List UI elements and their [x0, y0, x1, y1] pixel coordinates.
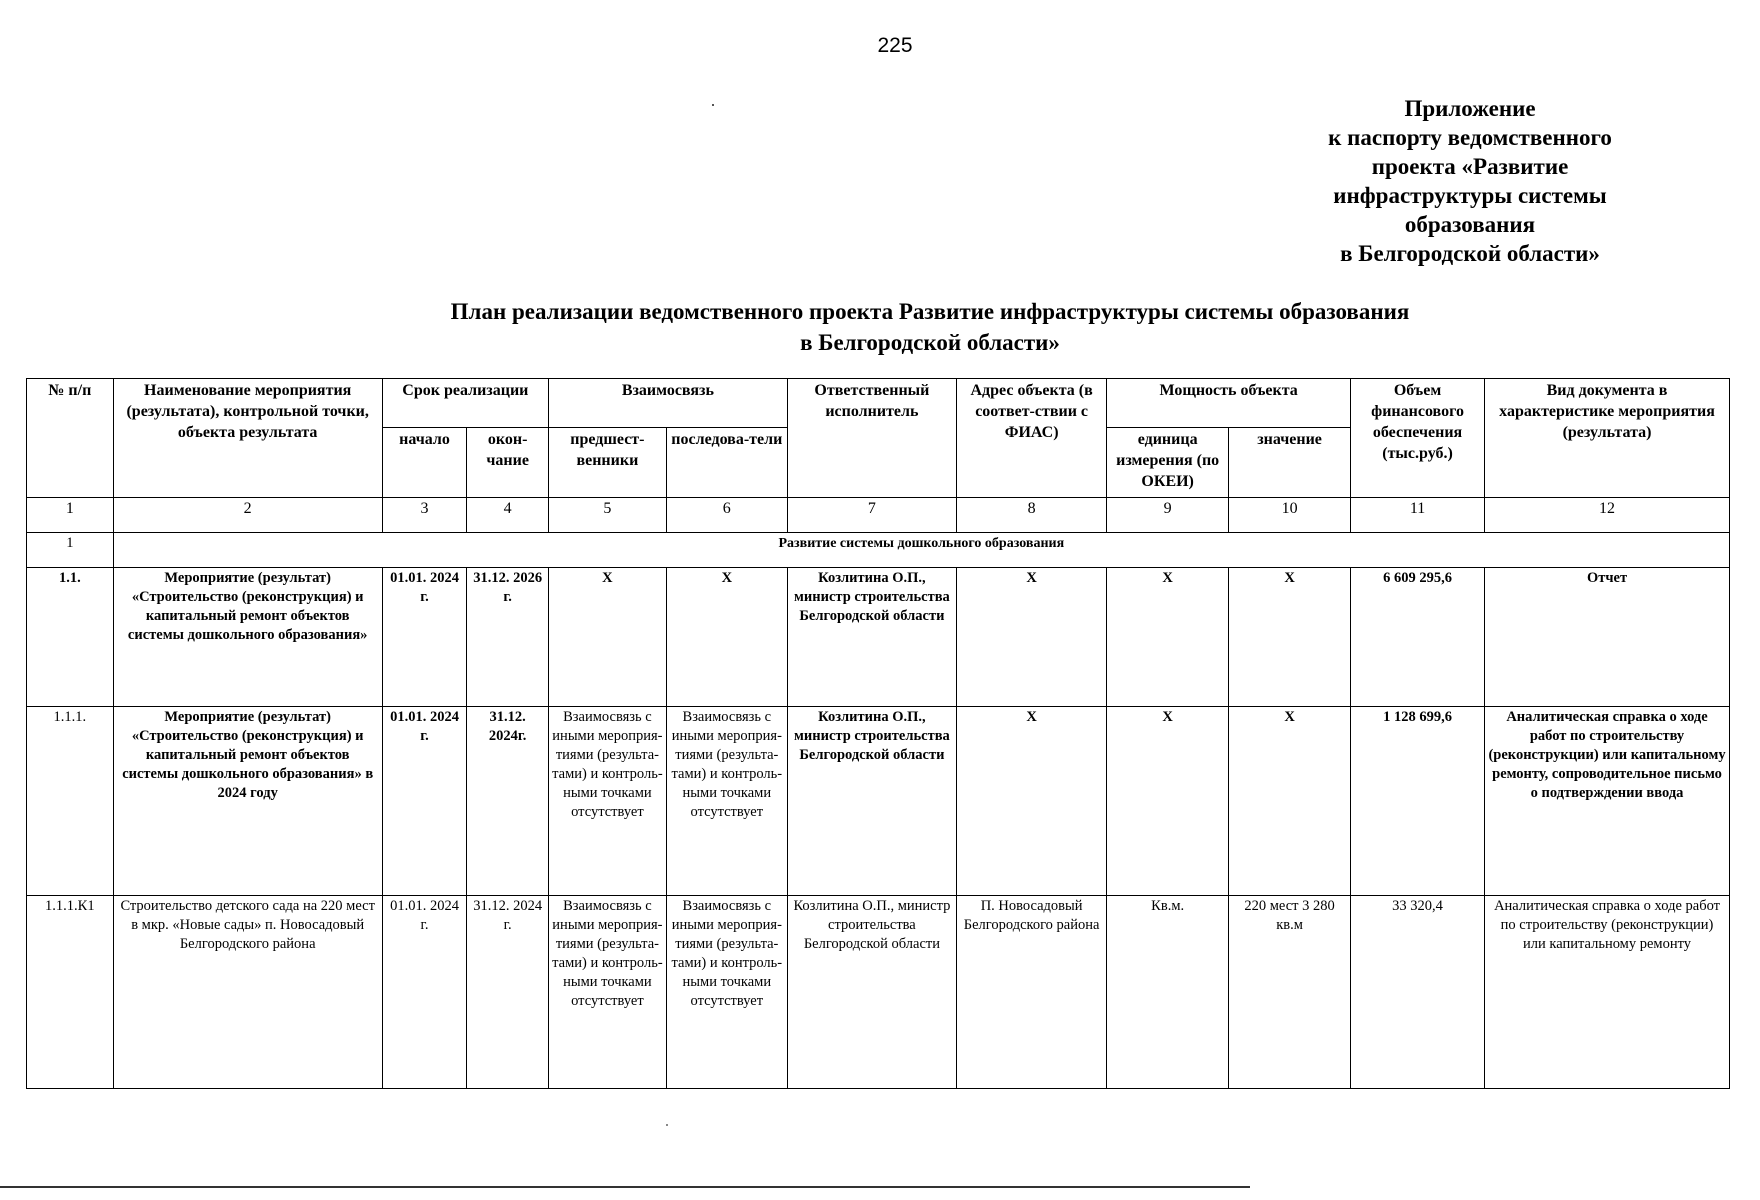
row-start: 01.01. 2024 г. — [382, 707, 467, 896]
column-number: 3 — [382, 498, 467, 533]
header-name: Наименование мероприятия (результата), контрольной точки, объекта результата — [113, 379, 382, 498]
footer-rule — [0, 1186, 1250, 1188]
column-number: 7 — [787, 498, 956, 533]
row-end: 31.12. 2026 г. — [467, 568, 549, 707]
row-predecessors: Х — [548, 568, 666, 707]
table-row — [27, 896, 1730, 1089]
row-address: Х — [957, 707, 1107, 896]
header-funding: Объем финансового обеспечения (тыс.руб.) — [1351, 379, 1485, 498]
header-term-start: начало — [382, 428, 467, 498]
column-number: 11 — [1351, 498, 1485, 533]
row-start: 01.01. 2024 г. — [382, 896, 467, 1089]
header-term-end: окон-чание — [467, 428, 549, 498]
header-value: значение — [1229, 428, 1351, 498]
header-num: № п/п — [27, 379, 114, 498]
row-address: П. Новосадовый Белгородского района — [957, 896, 1107, 1089]
row-doc-type: Отчет — [1485, 568, 1730, 707]
scan-speck — [712, 104, 714, 106]
row-start: 01.01. 2024 г. — [382, 568, 467, 707]
row-num: 1.1.1. — [27, 707, 114, 896]
header-relation: Взаимосвязь — [548, 379, 787, 428]
appendix-line: инфраструктуры системы — [1333, 183, 1607, 208]
column-number: 9 — [1107, 498, 1229, 533]
column-number: 4 — [467, 498, 549, 533]
header-successors: последова-тели — [666, 428, 787, 498]
header-address: Адрес объекта (в соответ-ствии с ФИАС) — [957, 379, 1107, 498]
row-unit: Х — [1107, 707, 1229, 896]
row-doc-type: Аналитическая справка о ходе работ по строительству (реконструкции) или капитальному ремонту — [1485, 896, 1730, 1089]
row-funding: 33 320,4 — [1351, 896, 1485, 1089]
row-doc-type: Аналитическая справка о ходе работ по строительству (реконструкции) или капитальному ремонту, сопроводительное письмо о подтверждении ввода — [1485, 707, 1730, 896]
row-predecessors: Взаимосвязь с иными мероприя-тиями (результа-тами) и контроль-ными точками отсутствует — [548, 896, 666, 1089]
appendix-line: проекта «Развитие — [1371, 154, 1569, 179]
table-row — [27, 568, 1730, 707]
appendix-line: Приложение — [1404, 96, 1536, 121]
appendix-heading — [1280, 94, 1660, 268]
row-num: 1.1.1.К1 — [27, 896, 114, 1089]
row-successors: Взаимосвязь с иными мероприя-тиями (результа-тами) и контроль-ными точками отсутствует — [666, 896, 787, 1089]
page-number: 225 — [877, 34, 913, 57]
row-num: 1.1. — [27, 568, 114, 707]
row-predecessors: Взаимосвязь с иными мероприя-тиями (результа-тами) и контроль-ными точками отсутствует — [548, 707, 666, 896]
row-unit: Х — [1107, 568, 1229, 707]
header-responsible: Ответственный исполнитель — [787, 379, 956, 498]
plan-title — [300, 296, 1560, 358]
row-unit: Кв.м. — [1107, 896, 1229, 1089]
row-value: Х — [1229, 707, 1351, 896]
row-responsible: Козлитина О.П., министр строительства Белгородской области — [787, 568, 956, 707]
plan-title-line-1: План реализации ведомственного проекта Развитие инфраструктуры системы образования — [450, 299, 1410, 324]
appendix-line: в Белгородской области» — [1340, 241, 1600, 266]
implementation-plan-table — [26, 378, 1730, 1089]
row-value: 220 мест 3 280 кв.м — [1229, 896, 1351, 1089]
row-address: Х — [957, 568, 1107, 707]
row-name: Строительство детского сада на 220 мест в мкр. «Новые сады» п. Новосадовый Белгородского района — [113, 896, 382, 1089]
row-responsible: Козлитина О.П., министр строительства Белгородской области — [787, 707, 956, 896]
header-capacity: Мощность объекта — [1107, 379, 1351, 428]
header-doc-type: Вид документа в характеристике мероприятия (результата) — [1485, 379, 1730, 498]
column-number: 6 — [666, 498, 787, 533]
row-value: Х — [1229, 568, 1351, 707]
column-number: 2 — [113, 498, 382, 533]
header-term: Срок реализации — [382, 379, 548, 428]
column-number: 12 — [1485, 498, 1730, 533]
row-funding: 1 128 699,6 — [1351, 707, 1485, 896]
table-row — [27, 707, 1730, 896]
row-end: 31.12. 2024 г. — [467, 896, 549, 1089]
plan-title-line-2: в Белгородской области» — [800, 330, 1060, 355]
row-name: Мероприятие (результат) «Строительство (реконструкция) и капитальный ремонт объектов системы дошкольного образования» в 2024 году — [113, 707, 382, 896]
column-number: 10 — [1229, 498, 1351, 533]
row-responsible: Козлитина О.П., министр строительства Белгородской области — [787, 896, 956, 1089]
header-predecessors: предшест-венники — [548, 428, 666, 498]
scan-speck — [666, 1124, 668, 1126]
column-number: 1 — [27, 498, 114, 533]
column-number: 5 — [548, 498, 666, 533]
row-successors: Взаимосвязь с иными мероприя-тиями (результа-тами) и контроль-ными точками отсутствует — [666, 707, 787, 896]
section-row — [27, 533, 1730, 568]
row-name: Мероприятие (результат) «Строительство (реконструкция) и капитальный ремонт объектов системы дошкольного образования» — [113, 568, 382, 707]
section-title: Развитие системы дошкольного образования — [113, 533, 1729, 568]
row-successors: Х — [666, 568, 787, 707]
appendix-line: к паспорту ведомственного — [1328, 125, 1612, 150]
section-num: 1 — [27, 533, 114, 568]
appendix-line: образования — [1404, 212, 1536, 237]
column-number: 8 — [957, 498, 1107, 533]
column-number-row — [27, 498, 1730, 533]
row-funding: 6 609 295,6 — [1351, 568, 1485, 707]
row-end: 31.12. 2024г. — [467, 707, 549, 896]
header-unit: единица измерения (по ОКЕИ) — [1107, 428, 1229, 498]
